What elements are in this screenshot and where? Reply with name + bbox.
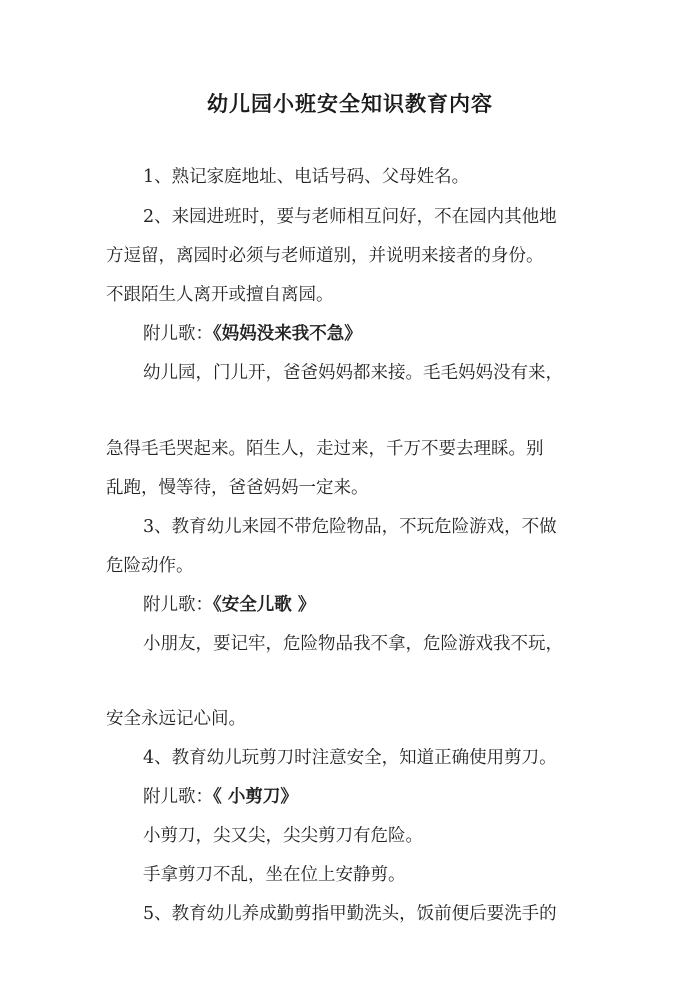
paragraph-line: 不跟陌生人离开或擅自离园。 <box>106 285 334 305</box>
song-title: 《 小剪刀》 <box>213 787 298 807</box>
song-title: 《妈妈没来我不急》 <box>213 324 362 344</box>
paragraph-line: 急得毛毛哭起来。陌生人，走过来，千万不要去理睬。别 <box>106 439 544 459</box>
song-prefix: 附儿歌： <box>143 324 213 344</box>
paragraph-line: 乱跑，慢等待，爸爸妈妈一定来。 <box>106 478 369 498</box>
song-title: 《安全儿歌 》 <box>213 595 316 615</box>
song-prefix: 附儿歌： <box>143 595 213 615</box>
document-title: 幼儿园小班安全知识教育内容 <box>207 92 493 116</box>
paragraph-line: 3、教育幼儿来园不带危险物品，不玩危险游戏，不做 <box>143 517 557 537</box>
paragraph-line: 2、来园进班时，要与老师相互问好，不在园内其他地 <box>143 207 557 227</box>
song-heading <box>143 593 315 617</box>
song-heading <box>143 322 362 346</box>
paragraph-line: 安全永远记心间。 <box>106 709 246 729</box>
song-prefix: 附儿歌： <box>143 787 213 807</box>
paragraph-line: 小剪刀，尖又尖，尖尖剪刀有危险。 <box>143 826 423 846</box>
paragraph-line: 幼儿园，门儿开，爸爸妈妈都来接。毛毛妈妈没有来， <box>143 363 563 383</box>
paragraph-line: 方逗留，离园时必须与老师道别，并说明来接者的身份。 <box>106 246 544 266</box>
paragraph-line: 1、熟记家庭地址、电话号码、父母姓名。 <box>143 167 470 187</box>
paragraph-line: 手拿剪刀不乱，坐在位上安静剪。 <box>143 865 406 885</box>
paragraph-line: 4、教育幼儿玩剪刀时注意安全，知道正确使用剪刀。 <box>143 748 557 768</box>
paragraph-line: 5、教育幼儿养成勤剪指甲勤洗头，饭前便后要洗手的 <box>143 904 557 924</box>
paragraph-line: 危险动作。 <box>106 556 194 576</box>
paragraph-line: 小朋友，要记牢，危险物品我不拿，危险游戏我不玩， <box>143 634 563 654</box>
song-heading <box>143 785 298 809</box>
